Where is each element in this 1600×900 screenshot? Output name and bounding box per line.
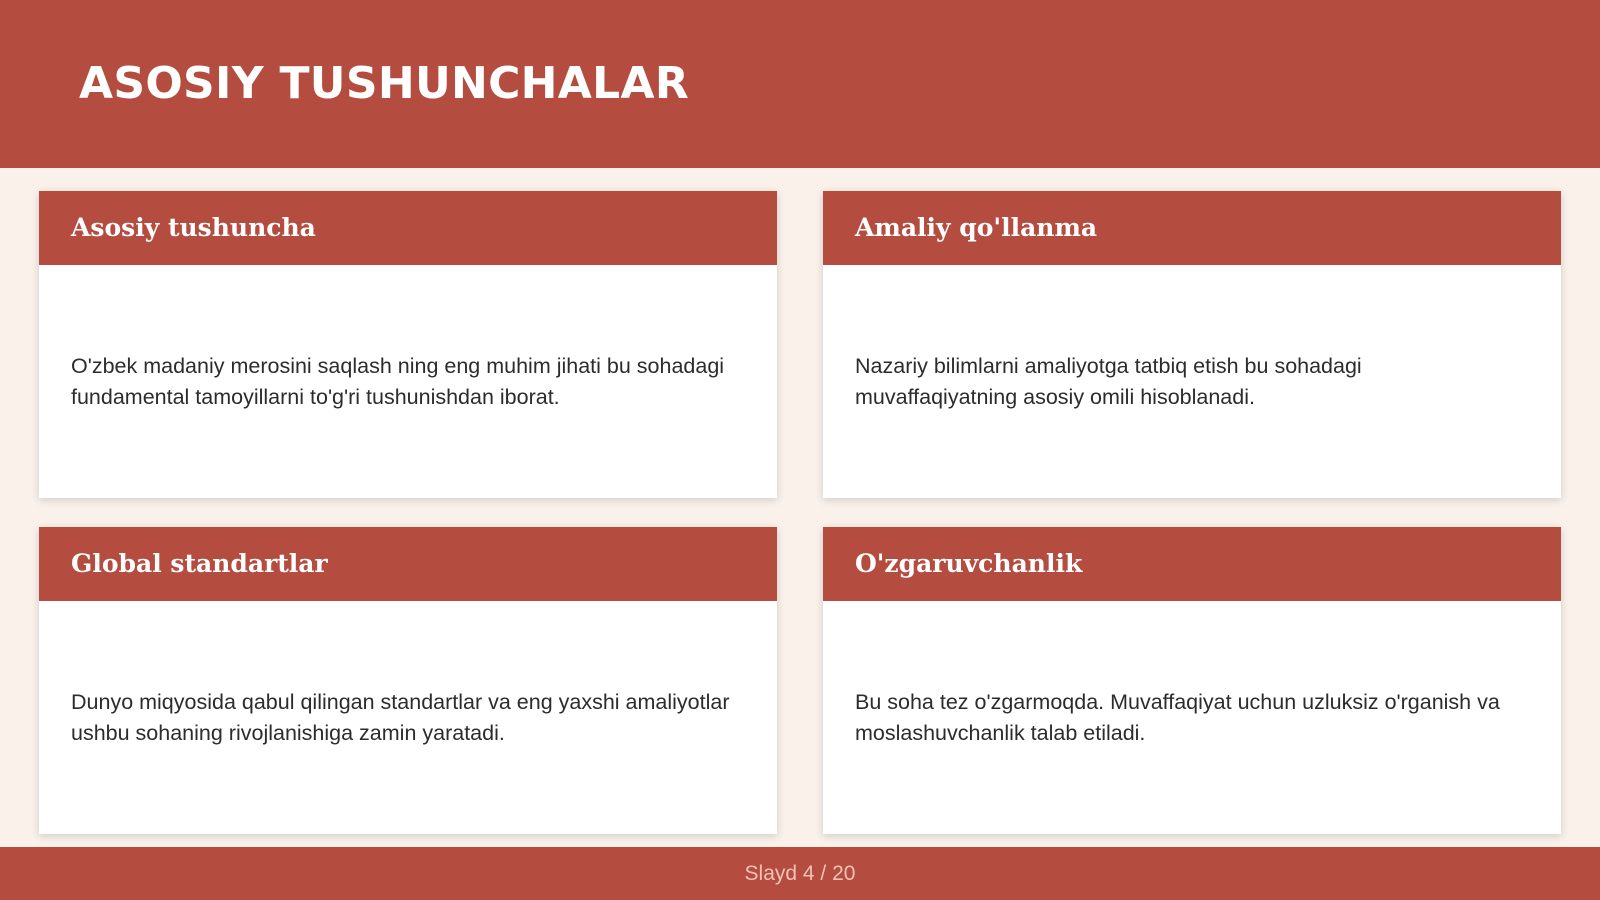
slide-header xyxy=(0,0,1600,168)
card-header xyxy=(823,191,1561,265)
card-text: Bu soha tez o'zgarmoqda. Muvaffaqiyat uchun uzluksiz o'rganish va moslashuvchanlik talab etiladi. xyxy=(855,689,1500,745)
card-body xyxy=(71,601,737,834)
card-text: Dunyo miqyosida qabul qilingan standartlar va eng yaxshi amaliyotlar ushbu sohaning rivojlanishiga zamin yaratadi. xyxy=(71,689,730,745)
card-ozgaruvchanlik xyxy=(823,527,1561,834)
slide-title: ASOSIY TUSHUNCHALAR xyxy=(79,58,690,109)
slide-footer xyxy=(0,847,1600,900)
card-amaliy-qollanma xyxy=(823,191,1561,498)
card-heading: O'zgaruvchanlik xyxy=(855,549,1083,578)
card-body xyxy=(855,601,1521,834)
card-global-standartlar xyxy=(39,527,777,834)
card-heading: Global standartlar xyxy=(71,549,328,578)
cards-grid xyxy=(39,191,1561,833)
card-body xyxy=(855,265,1521,498)
card-header xyxy=(823,527,1561,601)
card-heading: Amaliy qo'llanma xyxy=(855,213,1098,242)
card-text: O'zbek madaniy merosini saqlash ning eng muhim jihati bu sohadagi fundamental tamoyillarni to'g'ri tushunishdan iborat. xyxy=(71,353,725,409)
card-header xyxy=(39,191,777,265)
card-heading: Asosiy tushuncha xyxy=(71,213,316,242)
card-body xyxy=(71,265,737,498)
card-header xyxy=(39,527,777,601)
card-text: Nazariy bilimlarni amaliyotga tatbiq etish bu sohadagi muvaffaqiyatning asosiy omili hisoblanadi. xyxy=(855,353,1362,409)
slide-number: Slayd 4 / 20 xyxy=(744,862,856,885)
card-asosiy-tushuncha xyxy=(39,191,777,498)
